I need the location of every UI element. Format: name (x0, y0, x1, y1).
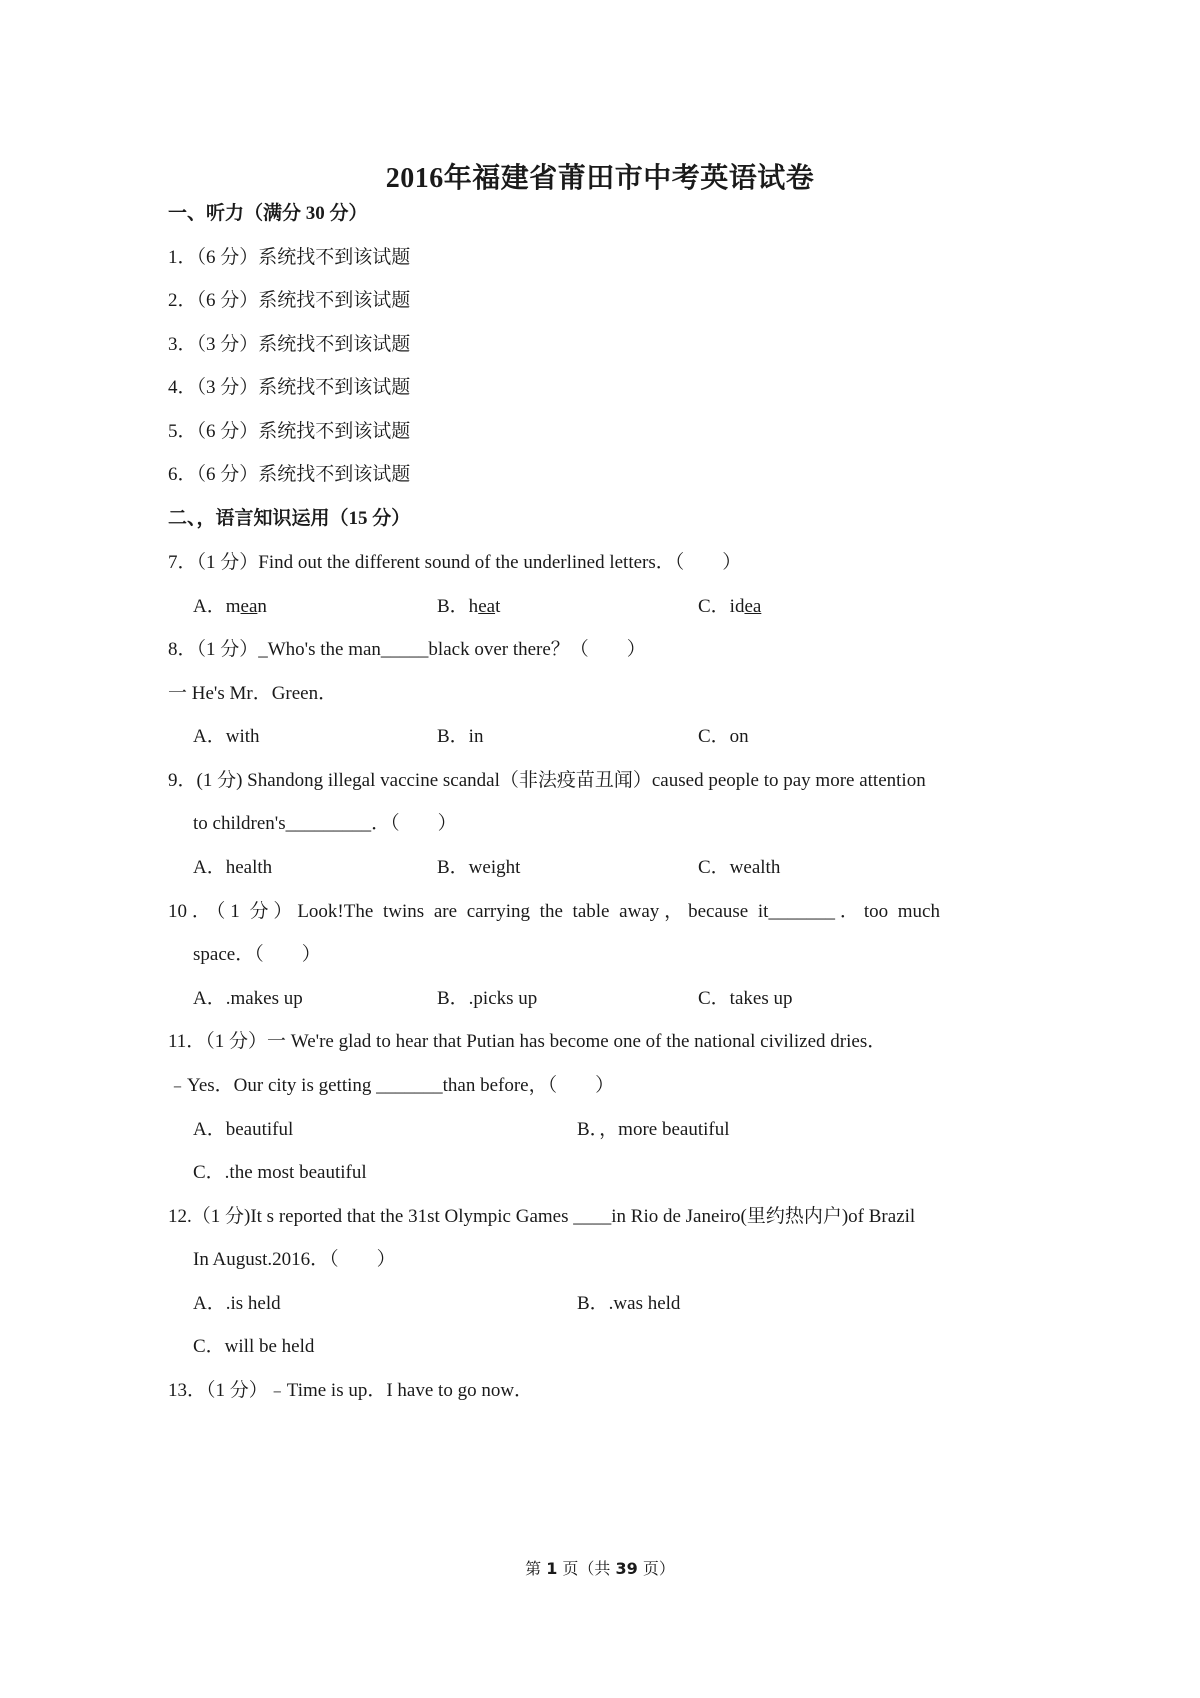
question-7-stem: 7．（1 分）Find out the different sound of the underlined letters．（ ） (168, 552, 742, 573)
question-8-option-c: C．on (698, 726, 749, 747)
question-8-stem: 8．（1 分）_Who's the man_____black over there？（ ） (168, 639, 646, 660)
listening-item-5: 5．（6 分）系统找不到该试题 (168, 421, 411, 442)
question-9-stem-continued: to children's_________．（ ） (193, 813, 457, 834)
question-12-option-c: C．will be held (193, 1336, 315, 1357)
page-footer: 第 1 页（共 39 页） (525, 1559, 675, 1578)
question-11-option-b: B．，more beautiful (577, 1119, 730, 1140)
question-9-option-b: B．weight (437, 857, 521, 878)
section-heading-language: 二、，语言知识运用（15 分） (168, 508, 411, 529)
question-12-stem: 12.（1 分)It s reported that the 31st Olympic Games ____in Rio de Janeiro(里约热内户)of Brazil (168, 1206, 916, 1227)
question-8-reply: 一 He's Mr．Green． (168, 683, 338, 704)
question-7-option-b: B．heat (437, 596, 501, 617)
question-11-reply: ﹣Yes．Our city is getting _______than before，（ ） (168, 1075, 615, 1096)
section-heading-listening: 一、听力（满分 30 分） (168, 203, 368, 224)
question-10-option-c: C．takes up (698, 988, 793, 1009)
question-11-option-c: C．.the most beautiful (193, 1162, 367, 1183)
listening-item-2: 2．（6 分）系统找不到该试题 (168, 290, 411, 311)
question-10-stem-continued: space．（ ） (193, 944, 321, 965)
page-total: 39 (615, 1559, 638, 1578)
question-11-stem: 11．（1 分）一 We're glad to hear that Putian has become one of the national civilized dries． (168, 1031, 887, 1052)
question-7-option-c: C．idea (698, 596, 762, 617)
question-8-option-b: B．in (437, 726, 484, 747)
question-10-option-a: A．.makes up (193, 988, 303, 1009)
question-9-option-c: C．wealth (698, 857, 781, 878)
page-number: 1 (546, 1559, 558, 1578)
question-9-stem: 9．(1 分) Shandong illegal vaccine scandal（非法疫苗丑闻）caused people to pay more attention (168, 770, 926, 791)
page-title: 2016年福建省莆田市中考英语试卷 (385, 163, 815, 194)
listening-item-1: 1．（6 分）系统找不到该试题 (168, 247, 411, 268)
question-13-stem: 13．（1 分）﹣Time is up．I have to go now． (168, 1380, 534, 1401)
question-12-stem-continued: In August.2016．（ ） (193, 1249, 396, 1270)
listening-item-4: 4．（3 分）系统找不到该试题 (168, 377, 411, 398)
question-8-option-a: A．with (193, 726, 260, 747)
question-12-option-a: A．.is held (193, 1293, 281, 1314)
question-12-option-b: B．.was held (577, 1293, 681, 1314)
question-9-option-a: A．health (193, 857, 273, 878)
listening-item-3: 3．（3 分）系统找不到该试题 (168, 334, 411, 355)
question-10-option-b: B．.picks up (437, 988, 538, 1009)
listening-item-6: 6．（6 分）系统找不到该试题 (168, 464, 411, 485)
question-11-option-a: A．beautiful (193, 1119, 294, 1140)
question-10-stem: 10．（1 分）Look!The twins are carrying the table away，because it_______．too much (168, 901, 940, 922)
question-7-option-a: A．mean (193, 596, 267, 617)
